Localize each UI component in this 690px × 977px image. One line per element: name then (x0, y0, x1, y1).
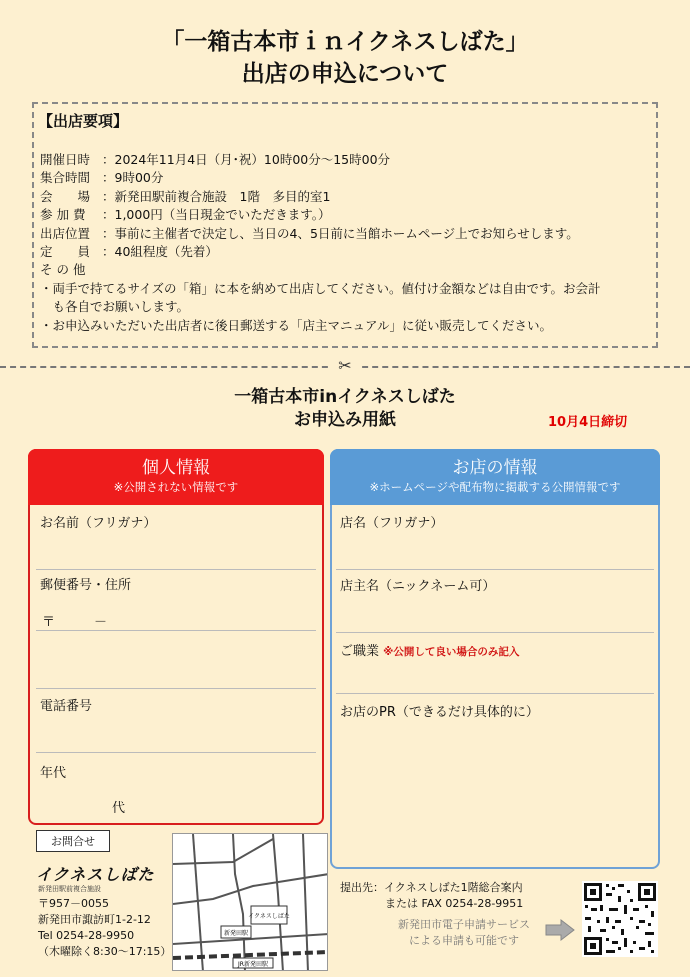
req-item-venue (40, 188, 330, 206)
req-value: ：新発田駅前複合施設 1階 多目的室1 (102, 188, 331, 204)
map-label-station: 新発田駅 (223, 930, 249, 937)
job-note: ※公開して良い場合のみ記入 (383, 646, 520, 658)
job-field[interactable] (336, 658, 652, 690)
form-title-line2: お申込み用紙 (294, 410, 396, 430)
personal-info-header (28, 449, 324, 505)
contact-tel: Tel 0254-28-9950 (38, 929, 135, 942)
qr-code-icon (582, 881, 658, 957)
divider (336, 693, 654, 694)
map-label-jr-station: JR新発田駅 (238, 961, 268, 968)
name-label: お名前（フリガナ） (40, 516, 157, 531)
req-value: ：40組程度（先着） (102, 244, 218, 259)
divider (336, 632, 654, 633)
qr-code[interactable] (582, 881, 658, 957)
req-key: 開催日時 (40, 152, 91, 167)
online-line-1: 新発田市電子申請サービス (398, 918, 530, 931)
pr-label: お店のPR（できるだけ具体的に） (340, 705, 539, 720)
req-value: ：2024年11月4日（月･祝）10時00分～15時00分 (102, 152, 391, 167)
map-label-ikunesu: イクネスしばた (248, 913, 290, 920)
pr-field[interactable] (336, 720, 652, 860)
age-suffix: 代 (112, 801, 126, 816)
contact-hours: （木曜除く8:30～17:15） (38, 945, 172, 958)
req-item-capacity (40, 243, 218, 261)
req-item-gather (40, 169, 163, 187)
personal-info-title: 個人情報 (142, 458, 210, 478)
phone-label: 電話番号 (40, 699, 93, 714)
submission-line-2: または FAX 0254-28-9951 (385, 897, 524, 910)
divider (36, 630, 316, 631)
req-key: 参 加 費 (40, 207, 86, 223)
divider (36, 752, 316, 753)
req-key: 出店位置 (40, 225, 91, 241)
contact-postal: 〒957－0055 (38, 897, 109, 910)
contact-button: お問合せ (36, 830, 110, 852)
divider (336, 569, 654, 570)
name-field[interactable] (36, 530, 316, 566)
address-label: 郵便番号・住所 (40, 578, 132, 593)
shop-info-header (330, 449, 660, 505)
postal-mark: 〒 (42, 615, 56, 630)
contact-address: 新発田市諏訪町1-2-12 (38, 913, 151, 926)
req-value: ：事前に主催者で決定し、当日の4、5日前に当館ホームページ上でお知らせします。 (102, 225, 579, 241)
req-item-datetime (40, 151, 390, 169)
phone-field[interactable] (36, 713, 316, 749)
shop-info-subtitle: ※ホームページや配布物に掲載する公開情報です (369, 480, 621, 494)
map-drawing (173, 834, 328, 971)
online-line-2: による申請も可能です (409, 934, 519, 947)
divider (36, 688, 316, 689)
logo-subtitle: 新発田駅前複合施設 (38, 885, 101, 893)
owner-field[interactable] (336, 593, 652, 629)
postal-dash: － (94, 615, 108, 630)
req-key: 会 場 (40, 188, 91, 204)
form-title-line1: 一箱古本市inイクネスしばた (234, 387, 456, 407)
scissors-icon: ✂ (330, 355, 360, 377)
req-value: ：1,000円（当日現金でいただきます。） (102, 207, 331, 223)
job-label-text: ご職業 (340, 644, 380, 659)
requirements-heading: 【出店要項】 (38, 112, 129, 130)
shop-info-title: お店の情報 (452, 458, 538, 478)
req-item-position (40, 225, 579, 243)
req-other-line-1: ・両手で持てるサイズの「箱」に本を納めて出店してください。値付け金額などは自由です。お会計 (40, 280, 601, 296)
shop-name-field[interactable] (336, 530, 652, 566)
personal-info-subtitle: ※公開されない情報です (113, 480, 239, 494)
req-key: 集合時間 (40, 170, 91, 186)
req-value: ：9時00分 (102, 170, 164, 186)
req-other-line-3: ・お申込みいただいた出店者に後日郵送する「店主マニュアル」に従い販売してください。 (40, 317, 553, 333)
access-map (172, 833, 328, 971)
req-key: 定 員 (40, 244, 91, 259)
address-field[interactable] (36, 592, 316, 684)
req-item-fee (40, 206, 331, 224)
job-label (340, 640, 519, 659)
page-title-line1: 「一箱古本市ｉｎイクネスしばた」 (161, 29, 529, 55)
req-other-label: そ の 他 (40, 262, 86, 278)
age-label: 年代 (40, 766, 67, 781)
divider (36, 569, 316, 570)
shop-name-label: 店名（フリガナ） (340, 516, 444, 531)
submission-line-1: 提出先：イクネスしばた1階総合案内 (340, 881, 523, 894)
arrow-right-icon (545, 919, 575, 941)
ikunesu-logo: イクネスしばた (36, 865, 155, 884)
owner-label: 店主名（ニックネーム可） (340, 579, 496, 594)
req-other-line-2: も各自でお願いします。 (40, 299, 190, 315)
deadline-label: 10月4日締切 (548, 415, 628, 430)
age-field[interactable] (36, 780, 316, 816)
page-title-line2: 出店の申込について (241, 61, 449, 87)
